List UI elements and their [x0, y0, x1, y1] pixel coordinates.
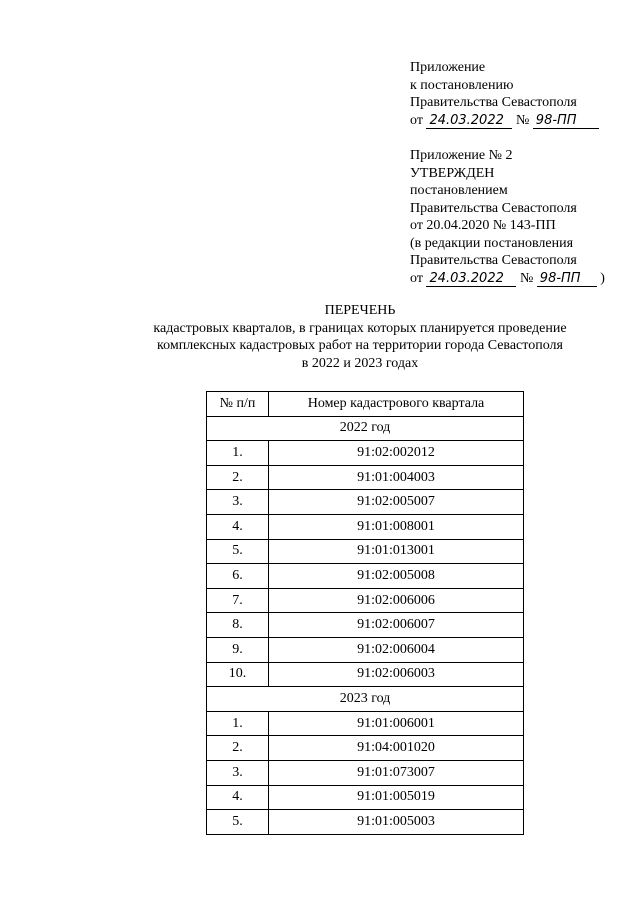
year-row-2023 — [207, 687, 524, 712]
approved-label: УТВЕРЖДЕН — [410, 165, 495, 181]
row-num: 4. — [207, 514, 269, 539]
table-row — [207, 539, 524, 564]
row-quarter: 91:04:001020 — [269, 736, 524, 761]
date-prefix: от — [410, 270, 423, 286]
row-quarter: 91:01:004003 — [269, 465, 524, 490]
appendix-date-line — [410, 112, 635, 130]
year-label: 2022 год — [207, 416, 524, 441]
row-num: 3. — [207, 490, 269, 515]
row-quarter: 91:01:008001 — [269, 514, 524, 539]
appendix-line: Правительства Севастополя — [410, 200, 577, 216]
row-quarter: 91:02:006007 — [269, 613, 524, 638]
row-num: 10. — [207, 662, 269, 687]
table-row — [207, 465, 524, 490]
row-num: 5. — [207, 810, 269, 835]
row-num: 9. — [207, 637, 269, 662]
date-prefix: от — [410, 112, 423, 128]
row-num: 1. — [207, 711, 269, 736]
number-sign: № — [515, 112, 530, 128]
table-row — [207, 711, 524, 736]
appendix-block — [410, 59, 635, 287]
row-quarter: 91:01:005003 — [269, 810, 524, 835]
row-num: 4. — [207, 785, 269, 810]
table-row — [207, 490, 524, 515]
number-sign: № — [519, 270, 534, 286]
document-title-block — [120, 302, 600, 372]
row-quarter: 91:02:006006 — [269, 588, 524, 613]
appendix-line: постановлением — [410, 183, 508, 198]
table-row — [207, 760, 524, 785]
handwritten-number: 98-ПП — [533, 113, 599, 129]
table-row — [207, 810, 524, 835]
title-line: комплексных кадастровых работ на территории города Севастополя — [157, 338, 563, 353]
title-line: кадастровых кварталов, в границах которых планируется проведение — [153, 320, 567, 336]
handwritten-date: 24.03.2022 — [426, 113, 512, 129]
appendix-line: Правительства Севастополя — [410, 253, 577, 268]
year-label: 2023 год — [207, 687, 524, 712]
row-num: 2. — [207, 465, 269, 490]
year-row-2022 — [207, 416, 524, 441]
row-quarter: 91:01:013001 — [269, 539, 524, 564]
row-quarter: 91:02:006003 — [269, 662, 524, 687]
table-row — [207, 662, 524, 687]
row-num: 5. — [207, 539, 269, 564]
row-quarter: 91:01:006001 — [269, 711, 524, 736]
row-num: 1. — [207, 441, 269, 466]
appendix-line: (в редакции постановления — [410, 235, 574, 251]
row-quarter: 91:02:006004 — [269, 637, 524, 662]
table-row — [207, 637, 524, 662]
handwritten-date: 24.03.2022 — [426, 271, 516, 287]
row-quarter: 91:02:005008 — [269, 564, 524, 589]
appendix-line: к постановлению — [410, 77, 514, 93]
appendix-date-line — [410, 270, 635, 288]
row-num: 6. — [207, 564, 269, 589]
table-row — [207, 613, 524, 638]
row-quarter: 91:01:005019 — [269, 785, 524, 810]
document-heading: ПЕРЕЧЕНЬ — [324, 303, 396, 318]
row-quarter: 91:02:002012 — [269, 441, 524, 466]
header-quarter: Номер кадастрового квартала — [269, 392, 524, 417]
row-num: 7. — [207, 588, 269, 613]
appendix-title: Приложение — [410, 60, 486, 75]
table-header-row — [207, 392, 524, 417]
table-row — [207, 564, 524, 589]
handwritten-number: 98-ПП — [537, 271, 597, 287]
row-num: 2. — [207, 736, 269, 761]
appendix-line: от 20.04.2020 № 143-ПП — [410, 218, 556, 233]
row-quarter: 91:01:073007 — [269, 760, 524, 785]
table-row — [207, 736, 524, 761]
appendix-subtitle: Приложение № 2 — [410, 148, 513, 163]
table-row — [207, 588, 524, 613]
title-line: в 2022 и 2023 годах — [301, 355, 419, 371]
row-num: 3. — [207, 760, 269, 785]
row-quarter: 91:02:005007 — [269, 490, 524, 515]
cadastral-table — [206, 391, 524, 835]
table-row — [207, 514, 524, 539]
table-row — [207, 441, 524, 466]
appendix-line: Правительства Севастополя — [410, 95, 577, 110]
row-num: 8. — [207, 613, 269, 638]
header-num: № п/п — [207, 392, 269, 417]
closing-paren: ) — [600, 270, 605, 286]
table-row — [207, 785, 524, 810]
